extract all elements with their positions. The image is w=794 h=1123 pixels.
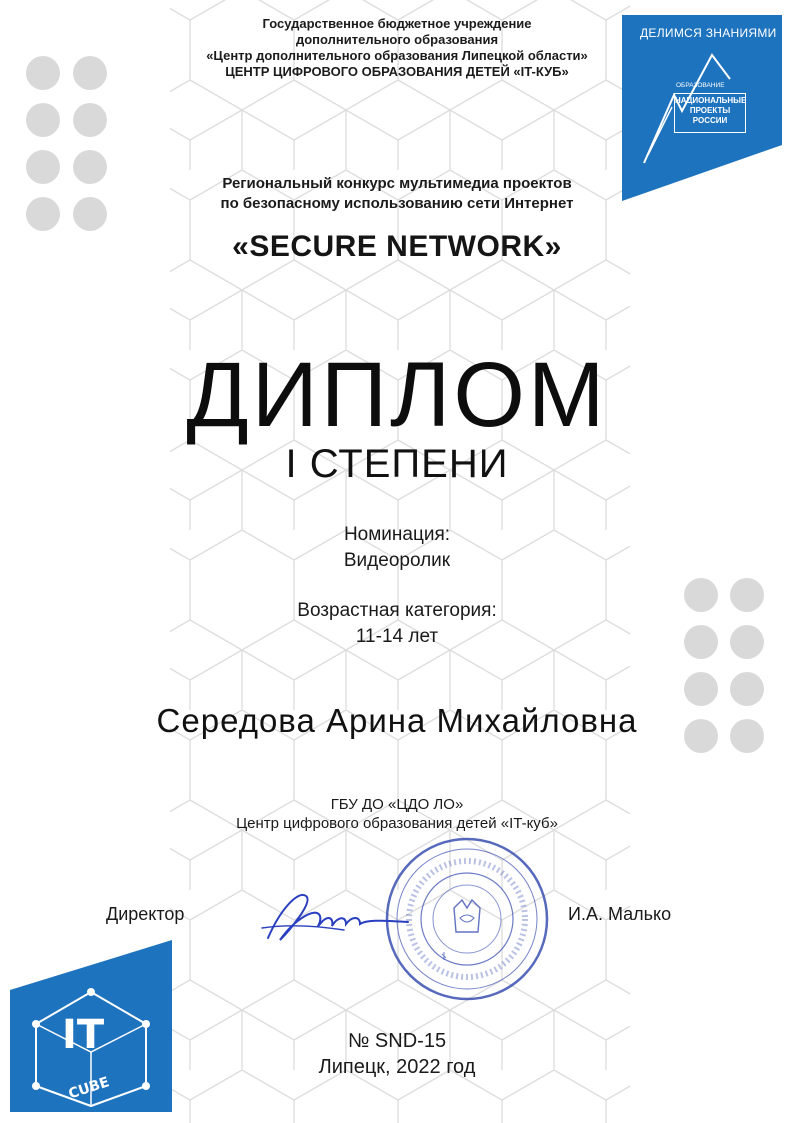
np-edu-label: ОБРАЗОВАНИЕ [676,82,725,89]
institution-line: ГБУ ДО «ЦДО ЛО» [330,796,464,813]
org-line: Государственное бюджетное учреждение [262,16,532,31]
institution-line: Центр цифрового образования детей «IT-куб» [236,815,558,832]
contest-brand: «SECURE NETWORK» [232,230,562,263]
diploma-title: ДИПЛОМ [186,344,608,446]
age-category [0,598,794,650]
np-box-line: РОССИИ [692,116,728,125]
itcube-word: CUBE [66,1074,112,1103]
diploma-degree: I СТЕПЕНИ [285,442,509,486]
contest-line: Региональный конкурс мультимедиа проектов [222,175,572,192]
institution [0,795,794,833]
np-slogan: ДЕЛИМСЯ ЗНАНИЯМИ [640,26,777,40]
age-category-label: Возрастная категория: [297,600,497,621]
np-title-box [674,93,746,133]
it-cube-logo [10,940,172,1112]
director-signature [258,880,418,950]
signer-name: И.А. Малько [568,904,672,924]
np-box-line: НАЦИОНАЛЬНЫЕ [675,96,747,105]
nomination-label: Номинация: [343,524,451,545]
director-label: Директор [106,904,185,924]
nomination [0,522,794,574]
org-line: «Центр дополнительного образования Липецкой области» [206,48,588,63]
itcube-letters: IT [62,1012,105,1058]
org-line: ЦЕНТР ЦИФРОВОГО ОБРАЗОВАНИЯ ДЕТЕЙ «IT-КУБ» [225,64,569,79]
recipient-name: Середова Арина Михайловна [156,702,638,739]
age-category-value: 11-14 лет [355,626,439,647]
nomination-value: Видеоролик [343,550,451,571]
contest-line: по безопасному использованию сети Интернет [220,195,574,212]
org-line: дополнительного образования [295,32,499,47]
document-number: № SND-15 [347,1030,447,1052]
place-year: Липецк, 2022 год [318,1056,476,1078]
np-box-line: ПРОЕКТЫ [689,106,731,115]
